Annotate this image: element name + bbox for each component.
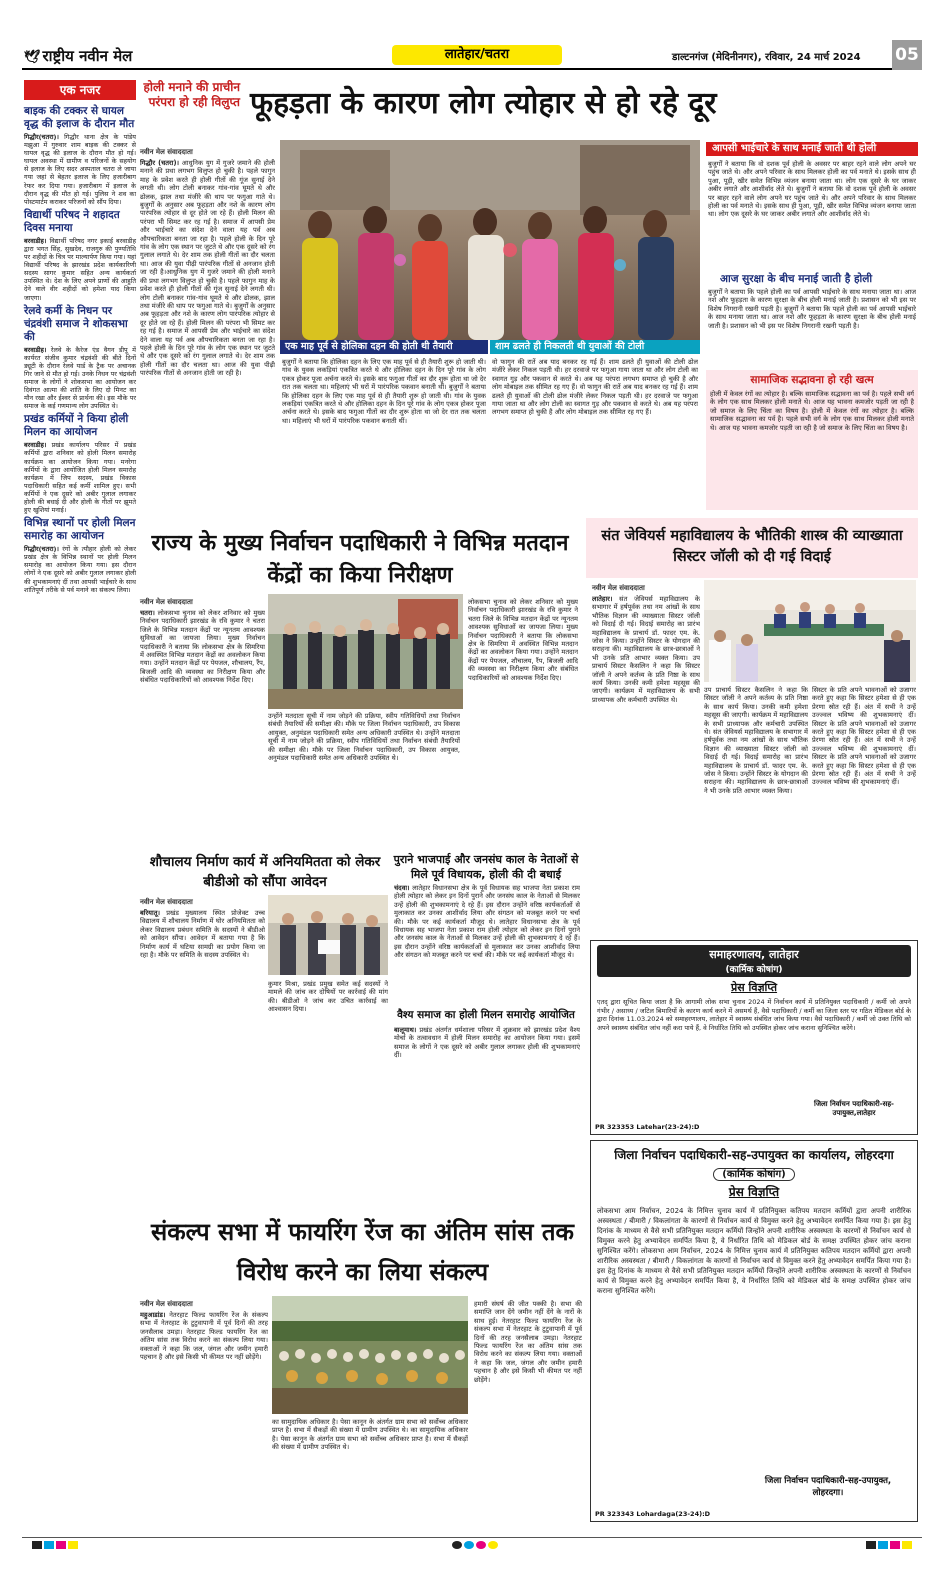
masthead [22, 40, 922, 70]
firing-rally-photo [272, 1296, 468, 1414]
side-box-pink-panel: सामाजिक सद्भावना हो रही खत्म होली में केवल रंगों का त्योहार है। बल्कि सामाजिक सद्भावना का पर्व है। पहले सभी वर्ग के लोग एक साथ मिलकर होली मनाते थे। आज यह भावना कमजोर पड़ती जा रही है जो समाज के लिए चिंता का विषय है। होली में केवल रंगों का त्योहार है। बल्कि सामाजिक सद्भावना का पर्व है। पहले सभी वर्ग के लोग एक साथ मिलकर होली मनाते थे। आज यह भावना कमजोर पड़ती जा रही है जो समाज के लिए चिंता का विषय है। [706, 370, 918, 510]
photo-ribbon-2: शाम ढलते ही निकलती थी युवाओं की टोली [490, 340, 700, 354]
bjp-headline: पुराने भाजपाई और जनसंघ काल के नेताओं से मिले पूर्व विधायक, होली की दी बधाई [393, 853, 579, 881]
ek-nazar-text: गिद्धौर(चतरा)। गिद्धौर थाना क्षेत्र के पांडेय मझुआ में गुरुवार शाम बाइक की टक्कर से घायल वृद्ध की इलाज के दौरान मौत हो गई। घायल अवस्था में ग्रामीण व परिजनों के सहयोग से इलाज के लिए सदर अस्पताल चतरा ले जाया गया जहां से बेहतर इलाज के लिए हजारीबाग रेफर कर दिया गया। हजारीबाग में इलाज के दौरान वृद्ध की मौत हो गई। पुलिस ने शव का पोस्टमार्टम कराकर परिजनों को सौंप दिया। [24, 133, 136, 206]
toilet-body-right: कुमार मिश्रा, प्रखंड प्रमुख समेत कई सदस्यों ने मामले की जांच कर दोषियों पर कार्रवाई की मांग की। बीडीओ ने जांच कर उचित कार्रवाई का आश्वासन दिया। [268, 980, 388, 1014]
bird-logo-icon: 🕊 [24, 50, 41, 65]
holi-celebration-photo [280, 140, 700, 340]
election-inspection-photo [268, 594, 463, 709]
color-swatch [488, 1541, 498, 1549]
brand-text: राष्ट्रीय नवीन मेल [42, 47, 133, 65]
firing-photo-illustration [272, 1296, 468, 1414]
election-headline: राज्य के मुख्य निर्वाचन पदाधिकारी ने विभिन्न मतदान केंद्रों का किया निरीक्षण [151, 531, 569, 588]
notice1-pr: PR 323353 Latehar(23-24):D [595, 1123, 700, 1131]
toilet-photo-illustration [268, 895, 388, 975]
lead-sub-body-1: बुजुर्गों ने बताया कि होलिका दहन के लिए एक माह पूर्व से ही तैयारी शुरू हो जाती थी। गांव के युवक लकड़ियां एकत्रित करते थे और होलिका दहन के दिन पूरे गांव के लोग एकत्र होकर पूजा अर्चना करते थे। इसके बाद फगुआ गीतों का दौर शुरू होता था जो देर रात तक चलता था। महिलाएं भी घरों में पारंपरिक पकवान बनाती थीं। बुजुर्गों ने बताया कि होलिका दहन के लिए एक माह पूर्व से ही तैयारी शुरू हो जाती थी। गांव के युवक लकड़ियां एकत्रित करते थे और होलिका दहन के दिन पूरे गांव के लोग एकत्र होकर पूजा अर्चना करते थे। इसके बाद फगुआ गीतों का दौर शुरू होता था जो देर रात तक चलता था। महिलाएं भी घरों में पारंपरिक पकवान बनाती थीं। [282, 358, 486, 425]
color-swatch [890, 1541, 900, 1549]
side-box-body-2: बुजुर्गों ने बताया कि पहले होली का पर्व आपसी भाईचारे के साथ मनाया जाता था। आज नशे और फूहड़ता के कारण सुरक्षा के बीच होली मनाई जाती है। प्रशासन को भी इस पर विशेष निगरानी रखनी पड़ती है। बुजुर्गों ने बताया कि पहले होली का पर्व आपसी भाईचारे के साथ मनाया जाता था। आज नशे और फूहड़ता के कारण सुरक्षा के बीच होली मनाई जाती है। प्रशासन को भी इस पर विशेष निगरानी रखनी पड़ती है। [708, 288, 916, 330]
xaviers-body-mid: उप प्राचार्य सिस्टर कैसलिन ने कहा कि सिस्टर जॉली ने अपने कर्तव्य के प्रति निष्ठा के साथ कार्य किया। उनकी कमी हमेशा महसूस की जाएगी। कार्यक्रम में महाविद्यालय के सभी प्राध्यापक और कर्मचारी उपस्थित थे। संत जेवियर्स महाविद्यालय के सभागार में हर्षपूर्वक तथा नम आंखों के साथ भौतिक विज्ञान की व्याख्याता सिस्टर जॉली को विदाई दी गई। विदाई समारोह का प्रारंभ महाविद्यालय के प्राचार्य डॉ. फादर एम. के. जोस ने किया। उन्होंने सिस्टर के योगदान की सराहना की। महाविद्यालय के छात्र-छात्राओं ने भी उनके प्रति आभार व्यक्त किया। [704, 686, 808, 795]
ek-nazar-column [24, 102, 136, 1520]
newspaper-brand [24, 46, 132, 66]
lead-text-column: नवीन मेल संवाददाता गिद्धौर (चतरा)। आधुनिक युग में गुजरे जमाने की होली मनाने की प्रथा लगभग विलुप्त हो चुकी है। पहले फागुन माह के प्रवेश करते ही होली गीतों की गूंज सुनाई देने लगती थी। लोग टोली बनाकर गांव-गांव घूमते थे और ढोलक, झाल तथा मंजीरे की थाप पर फगुआ गाते थे। बुजुर्गों के अनुसार अब फूहड़ता और नशे के कारण लोग पारंपरिक त्योहार से दूर होते जा रहे हैं। होली मिलन की परंपरा भी सिमट कर रह गई है। समाज में आपसी प्रेम और भाईचारे का संदेश देने वाला यह पर्व अब औपचारिकता बनता जा रहा है। पहले होली के दिन पूरे गांव के लोग एक स्थान पर जुटते थे और एक दूसरे को रंग गुलाल लगाते थे। देर शाम तक होली गीतों का दौर चलता था। आज की युवा पीढ़ी पारंपरिक गीतों से अनजान होती जा रही है।आधुनिक युग में गुजरे जमाने की होली मनाने की प्रथा लगभग विलुप्त हो चुकी है। पहले फागुन माह के प्रवेश करते ही होली गीतों की गूंज सुनाई देने लगती थी। लोग टोली बनाकर गांव-गांव घूमते थे और ढोलक, झाल तथा मंजीरे की थाप पर फगुआ गाते थे। बुजुर्गों के अनुसार अब फूहड़ता और नशे के कारण लोग पारंपरिक त्योहार से दूर होते जा रहे हैं। होली मिलन की परंपरा भी सिमट कर रह गई है। समाज में आपसी प्रेम और भाईचारे का संदेश देने वाला यह पर्व अब औपचारिकता बनता जा रहा है। पहले होली के दिन पूरे गांव के लोग एक स्थान पर जुटते थे और एक दूसरे को रंग गुलाल लगाते थे। देर शाम तक होली गीतों का दौर चलता था। आज की युवा पीढ़ी पारंपरिक गीतों से अनजान होती जा रही है। [140, 148, 275, 378]
photo-ribbon-1: एक माह पूर्व से होलिका दहन की होती थी तैयारी [280, 340, 488, 354]
ek-nazar-label: एक नजर [24, 80, 136, 100]
color-swatch [32, 1541, 42, 1549]
ek-nazar-text: बरवाडीह। प्रखंड कार्यालय परिसर में प्रखंड कर्मियों द्वारा शनिवार को होली मिलन समारोह कार्यक्रम का आयोजन किया गया। मनरेगा कर्मियों के द्वारा आयोजित होली मिलन समारोह कार्यक्रम में जिप सदस्य, प्रखंड विकास पदाधिकारी सहित कई कर्मी शामिल हुए। सभी कर्मियों ने एक दूसरे को अबीर गुलाल लगाकर होली की बधाई दी और होली के गीतों पर झूमते हुए खुशियां मनाई। [24, 441, 136, 515]
vaishya-body: बालूमाथ। प्रखंड अंतर्गत धर्मशाला परिसर में शुक्रवार को झारखंड प्रदेश वैश्य मोर्चा के तत्वावधान में होली मिलन समारोह का आयोजन किया गया। इसमें समाज के लोगों ने एक दूसरे को अबीर गुलाल लगाकर होली की शुभकामनाएं दीं। [394, 1026, 580, 1060]
ek-nazar-headline: विद्यार्थी परिषद ने शहादत दिवस मनाया [24, 208, 120, 234]
section-label: लातेहार/चतरा [392, 45, 562, 65]
dateline: डाल्टनगंज (मेदिनीनगर), रविवार, 24 मार्च 2024 [672, 52, 861, 63]
color-swatch [476, 1541, 486, 1549]
election-body-mid: उन्होंने मतदाता सूची में नाम जोड़ने की प्रक्रिया, स्वीप गतिविधियों तथा निर्वाचन संबंधी तैयारियों की समीक्षा की। मौके पर जिला निर्वाचन पदाधिकारी, उप विकास आयुक्त, अनुमंडल पदाधिकारी समेत अन्य अधिकारी उपस्थित थे। उन्होंने मतदाता सूची में नाम जोड़ने की प्रक्रिया, स्वीप गतिविधियों तथा निर्वाचन संबंधी तैयारियों की समीक्षा की। मौके पर जिला निर्वाचन पदाधिकारी, उप विकास आयुक्त, अनुमंडल पदाधिकारी समेत अन्य अधिकारी उपस्थित थे। [268, 712, 460, 763]
xaviers-text-column: नवीन मेल संवाददाता लातेहार। संत जेवियर्स महाविद्यालय के सभागार में हर्षपूर्वक तथा नम आंखों के साथ भौतिक विज्ञान की व्याख्याता सिस्टर जॉली को विदाई दी गई। विदाई समारोह का प्रारंभ महाविद्यालय के प्राचार्य डॉ. फादर एम. के. जोस ने किया। उन्होंने सिस्टर के योगदान की सराहना की। महाविद्यालय के छात्र-छात्राओं ने भी उनके प्रति आभार व्यक्त किया। उप प्राचार्य सिस्टर कैसलिन ने कहा कि सिस्टर जॉली ने अपने कर्तव्य के प्रति निष्ठा के साथ कार्य किया। उनकी कमी हमेशा महसूस की जाएगी। कार्यक्रम में महाविद्यालय के सभी प्राध्यापक और कर्मचारी उपस्थित थे। [592, 584, 700, 704]
ek-nazar-text: बरवाडीह। रेलवे के कैरेज एंड वैगन डीपू में कार्यरत संजीव कुमार चंद्रवंशी की बीते दिनों ड्यूटी के दौरान रेलवे यार्ड के ट्रैक पर अचानक गिर जाने से मौत हो गई। उनके निधन पर चंद्रवंशी समाज के लोगों ने शोकसभा का आयोजन कर दिवंगत आत्मा की शांति के लिए दो मिनट का मौन रखा और ईश्वर से प्रार्थना की। इस मौके पर समाज के कई गणमान्य लोग उपस्थित थे। [24, 345, 136, 411]
firing-body-mid: का सामुदायिक अधिकार है। पेसा कानून के अंतर्गत ग्राम सभा को सर्वोच्च अधिकार प्राप्त है। सभा में सैकड़ों की संख्या में ग्रामीण उपस्थित थे। का सामुदायिक अधिकार है। पेसा कानून के अंतर्गत ग्राम सभा को सर्वोच्च अधिकार प्राप्त है। सभा में सैकड़ों की संख्या में ग्रामीण उपस्थित थे। [272, 1418, 468, 1452]
xaviers-farewell-photo [704, 580, 916, 682]
vaishya-headline: वैश्य समाज का होली मिलन समारोह आयोजित [397, 1009, 575, 1021]
holi-photo-illustration [280, 140, 700, 340]
lead-sub-body-2: वो फागुन की रातें अब याद बनकर रह गई हैं। शाम ढलते ही युवाओं की टोली ढोल मंजीरे लेकर निकल पड़ती थी। हर दरवाजे पर फगुआ गाया जाता था और लोग टोली का स्वागत गुड़ और पकवान से करते थे। अब यह परंपरा लगभग समाप्त हो चुकी है और लोग मोबाइल तक सीमित रह गए हैं। वो फागुन की रातें अब याद बनकर रह गई हैं। शाम ढलते ही युवाओं की टोली ढोल मंजीरे लेकर निकल पड़ती थी। हर दरवाजे पर फगुआ गाया जाता था और लोग टोली का स्वागत गुड़ और पकवान से करते थे। अब यह परंपरा लगभग समाप्त हो चुकी है और लोग मोबाइल तक सीमित रह गए हैं। [492, 358, 698, 417]
toilet-application-photo [268, 895, 388, 975]
notice2-signature: जिला निर्वाचन पदाधिकारी-सह-उपायुक्त, लोहरदगा। [764, 1476, 892, 1498]
side-box-body-1: बुजुर्गों ने बताया कि वो दशक पूर्व होली के अवसर पर बाहर रहने वाले लोग अपने घर पहुंच जाते थे। और अपने परिवार के साथ मिलकर होली का पर्व मनाते थे। इसके साथ ही पुआ, पूड़ी, खीर समेत विभिन्न व्यंजन बनाया जाता था। लोग एक दूसरे के घर जाकर अबीर लगाते और आशीर्वाद लेते थे। बुजुर्गों ने बताया कि वो दशक पूर्व होली के अवसर पर बाहर रहने वाले लोग अपने घर पहुंच जाते थे। और अपने परिवार के साथ मिलकर होली का पर्व मनाते थे। इसके साथ ही पुआ, पूड़ी, खीर समेत विभिन्न व्यंजन बनाया जाता था। लोग एक दूसरे के घर जाकर अबीर लगाते और आशीर्वाद लेते थे। [708, 160, 916, 219]
toilet-headline: शौचालय निर्माण कार्य में अनियमितता को लेकर बीडीओ को सौंपा आवेदन [149, 854, 381, 890]
color-swatch [68, 1541, 78, 1549]
color-swatch [902, 1541, 912, 1549]
lead-kicker: होली मनाने की प्राचीन परंपरा हो रही विलुप्त [143, 80, 240, 109]
bjp-body: चंदवा। लातेहार विधानसभा क्षेत्र के पूर्व विधायक सह भाजपा नेता प्रकाश राम होली त्योहार को लेकर इन दिनों पुराने और जनसंघ काल के नेताओं से मिलकर उन्हें होली की शुभकामनाएं दे रहे हैं। इस दौरान उन्होंने वरिष्ठ कार्यकर्ताओं से मुलाकात कर उनका आशीर्वाद लिया और संगठन को मजबूत करने पर चर्चा की। मौके पर कई कार्यकर्ता मौजूद थे। लातेहार विधानसभा क्षेत्र के पूर्व विधायक सह भाजपा नेता प्रकाश राम होली त्योहार को लेकर इन दिनों पुराने और जनसंघ काल के नेताओं से मिलकर उन्हें होली की शुभकामनाएं दे रहे हैं। इस दौरान उन्होंने वरिष्ठ कार्यकर्ताओं से मुलाकात कर उनका आशीर्वाद लिया और संगठन को मजबूत करने पर चर्चा की। मौके पर कई कार्यकर्ता मौजूद थे। [394, 884, 580, 960]
toilet-text-column: नवीन मेल संवाददाता बरियातू। प्रखंड मुख्यालय स्थित प्रोजेक्ट उच्च विद्यालय में शौचालय निर्माण में घोर अनियमितता को लेकर विद्यालय प्रबंधन समिति के सदस्यों ने बीडीओ को आवेदन सौंपा। आवेदन में बताया गया है कि निर्माण कार्य में घटिया सामग्री का प्रयोग किया जा रहा है। मौके पर समिति के सदस्य उपस्थित थे। [140, 898, 265, 960]
election-photo-illustration [268, 594, 463, 709]
ek-nazar-text: बरवाडीह। विद्यार्थी परिषद नगर इकाई बरवाडीह द्वारा भगत सिंह, सुखदेव, राजगुरु की पुण्यतिथि पर शहीदों के चित्र पर माल्यार्पण किया गया। यहां विद्यार्थी परिषद के झारखंड प्रदेश कार्यकारिणी सदस्य सागर कुमार सहित अन्य कार्यकर्ता उपस्थित थे। देश के लिए अपने प्राणों की आहुति देने वाले वीर शहीदों को हमेशा याद किया जाएगा। [24, 236, 136, 302]
ek-nazar-text: गिद्धौर(चतरा)। रंगों के त्यौहार होली को लेकर प्रखंड क्षेत्र के विभिन्न स्थानों पर होली मिलन समारोह का आयोजन किया गया। इस दौरान लोगों ने एक दूसरे को अबीर गुलाल लगाकर होली की शुभकामनाएं दीं तथा आपसी भाईचारे के साथ शांतिपूर्ण तरीके से पर्व मनाने का संकल्प लिया। [24, 545, 136, 594]
color-swatch [464, 1541, 474, 1549]
notice2-pr: PR 323343 Lohardaga(23-24):D [595, 1510, 711, 1518]
ek-nazar-headline: प्रखंड कर्मियों ने किया होली मिलन का आयोजन [24, 413, 129, 439]
firing-text-column: नवीन मेल संवाददाता महुआडांड। नेतरहाट फिल्ड फायरिंग रेंज के संकल्प सभा में नेतरहाट के टुटुवापानी में पूर्व दिनों की तरह जनसैलाब उमड़ा। नेतरहाट फिल्ड फायरिंग रेंज का अंतिम सांस तक विरोध करने का संकल्प लिया गया। वक्ताओं ने कहा कि जल, जंगल और जमीन हमारी पहचान है और इसे किसी भी कीमत पर नहीं छोड़ेंगे। [140, 1300, 268, 1362]
print-color-bar [22, 1537, 922, 1551]
color-swatch [866, 1541, 876, 1549]
election-text-column: नवीन मेल संवाददाता चतरा। लोकसभा चुनाव को लेकर शनिवार को मुख्य निर्वाचन पदाधिकारी झारखंड के रवि कुमार ने चतरा जिले के विभिन्न मतदान केंद्रों पर न्यूनतम आवश्यक सुविधाओं का जायजा लिया। मुख्य निर्वाचन पदाधिकारी ने बताया कि लोकसभा क्षेत्र के सिमरिया में अवस्थित विभिन्न मतदान केंद्रों का अवलोकन किया गया। उन्होंने मतदान केंद्रों पर पेयजल, शौचालय, रैंप, बिजली आदि की व्यवस्था का निरीक्षण किया और संबंधित पदाधिकारियों को आवश्यक निर्देश दिए। [140, 598, 265, 685]
ek-nazar-headline: विभिन्न स्थानों पर होली मिलन समारोह का आयोजन [24, 517, 136, 543]
color-swatch [44, 1541, 54, 1549]
xaviers-photo-illustration [704, 580, 916, 682]
ek-nazar-headline: बाइक की टक्कर से घायल वृद्ध की इलाज के दौरान मौत [24, 105, 135, 130]
color-swatch [452, 1541, 462, 1549]
election-body-right: लोकसभा चुनाव को लेकर शनिवार को मुख्य निर्वाचन पदाधिकारी झारखंड के रवि कुमार ने चतरा जिले के विभिन्न मतदान केंद्रों पर न्यूनतम आवश्यक सुविधाओं का जायजा लिया। मुख्य निर्वाचन पदाधिकारी ने बताया कि लोकसभा क्षेत्र के सिमरिया में अवस्थित विभिन्न मतदान केंद्रों का अवलोकन किया गया। उन्होंने मतदान केंद्रों पर पेयजल, शौचालय, रैंप, बिजली आदि की व्यवस्था का निरीक्षण किया और संबंधित पदाधिकारियों को आवश्यक निर्देश दिए। [468, 598, 578, 682]
color-swatch [878, 1541, 888, 1549]
color-swatch [56, 1541, 66, 1549]
page-number: 05 [892, 40, 922, 70]
xaviers-body-right: सिस्टर के प्रति अपने भावनाओं को उजागर करते हुए कहा कि सिस्टर हमेशा से ही एक प्रेरणा स्रोत रही हैं। अंत में सभी ने उन्हें उज्ज्वल भविष्य की शुभकामनाएं दीं। सिस्टर के प्रति अपने भावनाओं को उजागर करते हुए कहा कि सिस्टर हमेशा से ही एक प्रेरणा स्रोत रही हैं। अंत में सभी ने उन्हें उज्ज्वल भविष्य की शुभकामनाएं दीं। सिस्टर के प्रति अपने भावनाओं को उजागर करते हुए कहा कि सिस्टर हमेशा से ही एक प्रेरणा स्रोत रही हैं। अंत में सभी ने उन्हें उज्ज्वल भविष्य की शुभकामनाएं दीं। [812, 686, 916, 787]
xaviers-headline-box: संत जेवियर्स महाविद्यालय के भौतिकी शास्त्र की व्याख्याता सिस्टर जॉली को दी गई विदाई [586, 518, 918, 578]
notice1-signature: जिला निर्वाचन पदाधिकारी-सह-उपायुक्त,लातेहार [814, 1100, 894, 1117]
notice-lohardaga: जिला निर्वाचन पदाधिकारी-सह-उपायुक्त का कार्यालय, लोहरदगा (कार्मिक कोषांग) प्रेस विज्ञप्ति लोकसभा आम निर्वाचन, 2024 के निमित्त चुनाव कार्य में प्रतिनियुक्त कतिपय मतदान कर्मियों द्वारा अपनी शारीरिक अस्वस्थता / बीमारी / विकलांगता के कारणों से निर्वाचन कार्य से विमुक्त करने हेतु अभ्यावेदन समर्पित किया गया है। इस हेतु दिनांक के माध्यम से वैसे सभी प्रतिनियुक्त मतदान कर्मियों जिन्होंने अपनी शारीरिक अस्वस्थता के कारणों से निर्वाचन कार्य से विमुक्त करने हेतु अभ्यावेदन समर्पित किया है, वे निर्धारित तिथि को मेडिकल बोर्ड के समक्ष उपस्थित होकर जांच कराना सुनिश्चित करेंगे। लोकसभा आम निर्वाचन, 2024 के निमित्त चुनाव कार्य में प्रतिनियुक्त कतिपय मतदान कर्मियों द्वारा अपनी शारीरिक अस्वस्थता / बीमारी / विकलांगता के कारणों से निर्वाचन कार्य से विमुक्त करने हेतु अभ्यावेदन समर्पित किया गया है। इस हेतु दिनांक के माध्यम से वैसे सभी प्रतिनियुक्त मतदान कर्मियों जिन्होंने अपनी शारीरिक अस्वस्थता के कारणों से निर्वाचन कार्य से विमुक्त करने हेतु अभ्यावेदन समर्पित किया है, वे निर्धारित तिथि को मेडिकल बोर्ड के समक्ष उपस्थित होकर जांच कराना सुनिश्चित करेंगे। जिला निर्वाचन पदाधिकारी-सह-उपायुक्त, लोहरदगा। PR 323343 Lohardaga(23-24):D [590, 1140, 918, 1522]
side-box-title: आपसी भाईचारे के साथ मनाई जाती थी होली [706, 142, 918, 156]
firing-headline: संकल्प सभा में फायरिंग रेंज का अंतिम सांस तक विरोध करने का लिया संकल्प [151, 1218, 574, 1286]
notice-latehar: समाहरणालय, लातेहार (कार्मिक कोषांग) प्रेस विज्ञप्ति एतद् द्वारा सूचित किया जाता है कि आगामी लोक सभा चुनाव 2024 में निर्वाचन कार्य में प्रतिनियुक्त पदाधिकारी / कर्मी जो अपने गंभीर / असाध्य / जटिल बिमारियों के कारण कार्य करने में असमर्थ हैं, वैसे पदाधिकारी / कर्मी का जिला स्तर पर गठित मेडिकल बोर्ड के द्वारा दिनांक 11.03.2024 को समाहरणालय, लातेहार में स्वास्थ्य संबंधित जांच किया गया। वैसे पदाधिकारी / कर्मी जो उक्त तिथि को अपने स्वास्थ्य संबंधित जांच नहीं करा पाये हैं, वे निर्धारित तिथि को उपस्थित होकर जांच कराना सुनिश्चित करेंगे। जिला निर्वाचन पदाधिकारी-सह-उपायुक्त,लातेहार PR 323353 Latehar(23-24):D [590, 940, 918, 1135]
side-box-subhead-2: आज सुरक्षा के बीच मनाई जाती है होली [720, 273, 873, 285]
ek-nazar-headline: रेलवे कर्मी के निधन पर चंद्रवंशी समाज ने शोकसभा की [24, 304, 128, 343]
firing-body-right: हमारी संघर्ष की जीत पक्की है। सभा की समाप्ति जान देंगे जमीन नहीं देंगे के नारों के साथ हुई। नेतरहाट फिल्ड फायरिंग रेंज के संकल्प सभा में नेतरहाट के टुटुवापानी में पूर्व दिनों की तरह जनसैलाब उमड़ा। नेतरहाट फिल्ड फायरिंग रेंज का अंतिम सांस तक विरोध करने का संकल्प लिया गया। वक्ताओं ने कहा कि जल, जंगल और जमीन हमारी पहचान है और इसे किसी भी कीमत पर नहीं छोड़ेंगे। [474, 1300, 582, 1384]
lead-headline: फूहड़ता के कारण लोग त्योहार से हो रहे दूर [250, 86, 717, 121]
